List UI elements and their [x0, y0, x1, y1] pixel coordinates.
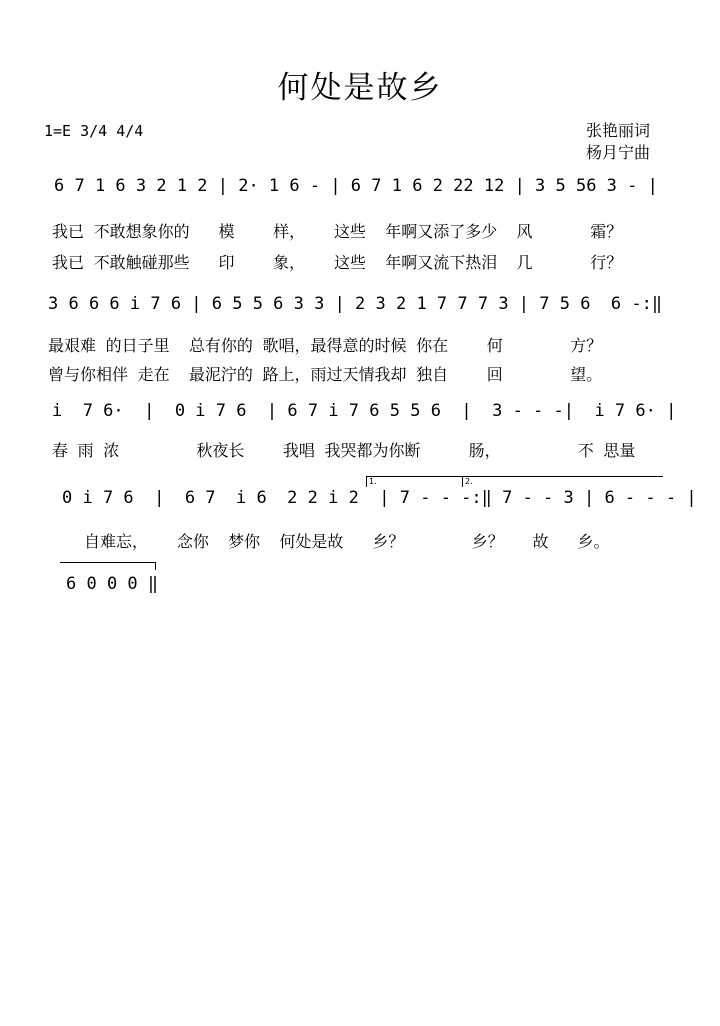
- lyric-row-2-verse-2: 曾与你相伴 走在 最泥泞的 路上，雨过天情我却 独自 回 望。: [48, 365, 603, 384]
- lyric-row-4: 自难忘， 念你 梦你 何处是故 乡？ 乡？ 故 乡。: [84, 532, 610, 551]
- volta-first-ending: 1.: [366, 476, 463, 487]
- lyric-row-1-verse-1: 我已 不敢想象你的 模 样， 这些 年啊又添了多少 风 霜？: [52, 222, 623, 241]
- key-signature: 1=E 3/4 4/4: [44, 122, 144, 140]
- notation-row-1: 6 7 1 6 3 2 1 2 | 2· 1 6 - | 6 7 1 6 2 22 12 | 3 5 56 3 - |: [54, 176, 658, 196]
- ending-bracket: [60, 562, 156, 563]
- ending-bracket-tick: [155, 562, 156, 570]
- song-title: 何处是故乡: [277, 70, 443, 106]
- lyric-row-3: 春 雨 浓 秋夜长 我唱 我哭都为你断 肠， 不 思量: [52, 441, 636, 460]
- lyric-row-1-verse-2: 我已 不敢触碰那些 印 象， 这些 年啊又流下热泪 几 行？: [52, 253, 623, 272]
- lyricist: 张艳丽词: [586, 121, 651, 140]
- notation-row-5: 6 0 0 0 ‖: [66, 574, 159, 594]
- volta-second-ending: 2.: [462, 476, 663, 487]
- notation-row-4: 0 i 7 6 | 6 7 i 6 2 2 i 2 | 7 - - -:‖ 7 - - 3 | 6 - - - |: [62, 488, 697, 508]
- credits: [586, 120, 650, 164]
- composer: 杨月宁曲: [586, 143, 651, 162]
- notation-row-3: i 7 6· | 0 i 7 6 | 6 7 i 7 6 5 5 6 | 3 - - -| i 7 6· |: [52, 401, 677, 421]
- lyric-row-2-verse-1: 最艰难 的日子里 总有你的 歌唱，最得意的时候 你在 何 方？: [48, 336, 603, 355]
- notation-row-2: 3 6 6 6 i 7 6 | 6 5 5 6 3 3 | 2 3 2 1 7 7 7 3 | 7 5 6 6 -:‖: [48, 294, 663, 314]
